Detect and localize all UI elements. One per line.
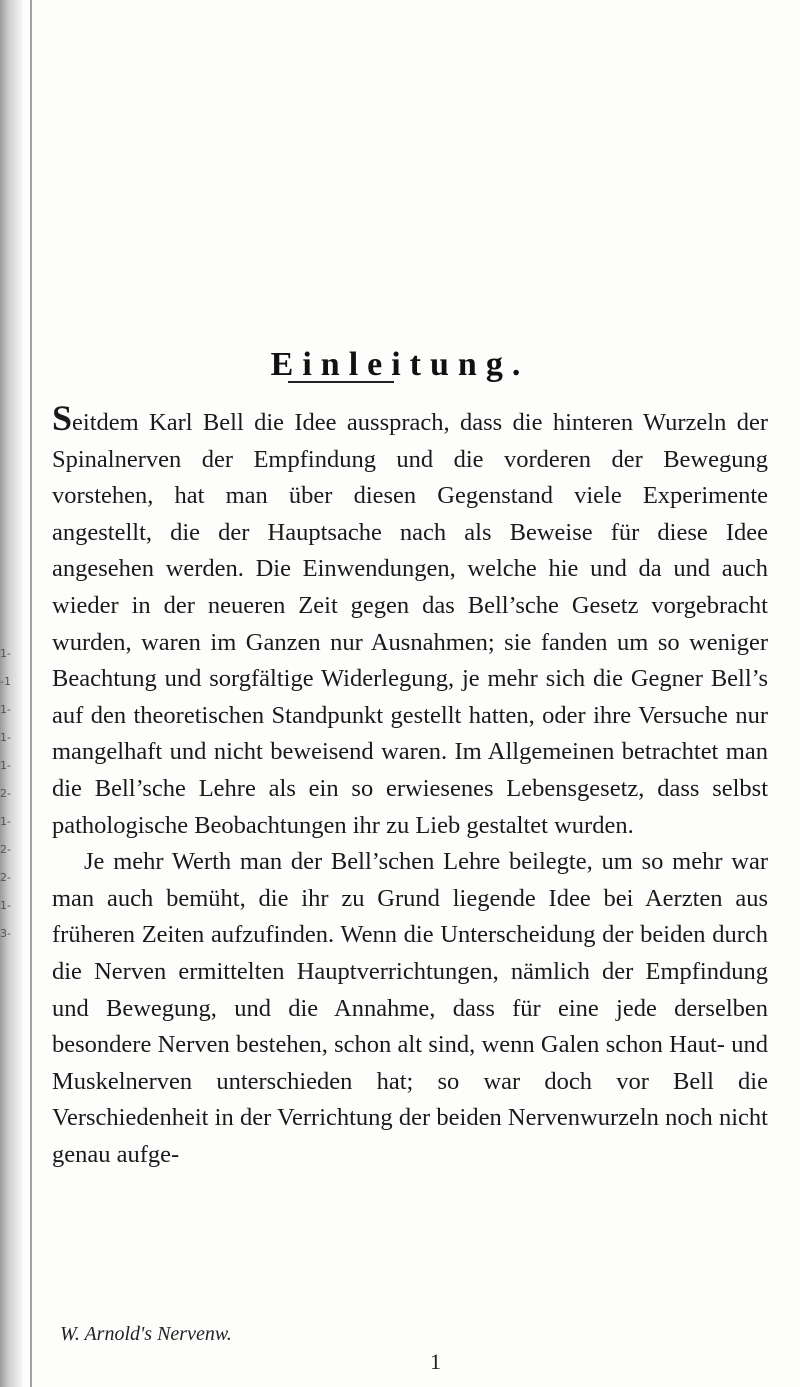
margin-mark: 3- [0,927,11,940]
margin-mark: 1- [0,899,11,912]
chapter-title: Einleitung. [270,345,530,383]
body-text [52,400,768,1173]
signature-mark: W. Arnold's Nervenw. [60,1323,232,1345]
paragraph-text: Je mehr Werth man der Bell’schen Lehre beilegte, um so mehr war man auch bemüht, die ihr zu Grund liegende Idee bei Aerzten aus früheren Zeiten aufzufinden. Wenn die Unterscheidung der beiden durch die Nerven ermittelten Hauptverrichtungen, nämlich der Empfindung und Bewegung, und die Annahme, dass für eine jede derselben besondere Nerven bestehen, schon alt sind, wenn Galen schon Haut- und Muskelnerven unterschieden hat; so war doch vor Bell die Verschiedenheit in der Verrichtung der beiden Nervenwurzeln noch nicht genau aufge- [52,848,768,1168]
margin-marks [0,640,30,948]
page-number: 1 [430,1349,441,1374]
margin-mark: 1- [0,759,11,772]
margin-mark: 1- [0,703,11,716]
paragraph [52,844,768,1173]
margin-mark: 1- [0,815,11,828]
page-footer [60,1323,760,1383]
drop-initial: S [52,398,73,438]
margin-mark: 1- [0,647,11,660]
binding-edge [30,0,32,1387]
margin-mark: 2- [0,787,11,800]
margin-mark: 1- [0,731,11,744]
title-rule [288,381,394,383]
margin-mark: -1 [0,675,11,688]
paragraph-text: eitdem Karl Bell die Idee aussprach, dass die hinteren Wurzeln der Spinalnerven der Empfindung und die vorderen der Bewegung vorstehen, hat man über diesen Gegenstand viele Experimente angestellt, die der Hauptsache nach als Beweise für diese Idee angesehen werden. Die Einwendungen, welche hie und da und auch wieder in der neueren Zeit gegen das Bell’sche Gesetz vorgebracht wurden, waren im Ganzen nur Ausnahmen; sie fanden um so weniger Beachtung und sorgfältige Widerlegung, je mehr sich die Gegner Bell’s auf den theoretischen Standpunkt gestellt hatten, oder ihre Versuche nur mangelhaft und nicht beweisend waren. Im Allgemeinen betrachtet man die Bell’sche Lehre als ein so erwiesenes Lebensgesetz, dass selbst pathologische Beobachtungen ihr zu Lieb gestaltet wurden. [52,409,768,839]
margin-mark: 2- [0,843,11,856]
paragraph [52,400,768,844]
margin-mark: 2- [0,871,11,884]
